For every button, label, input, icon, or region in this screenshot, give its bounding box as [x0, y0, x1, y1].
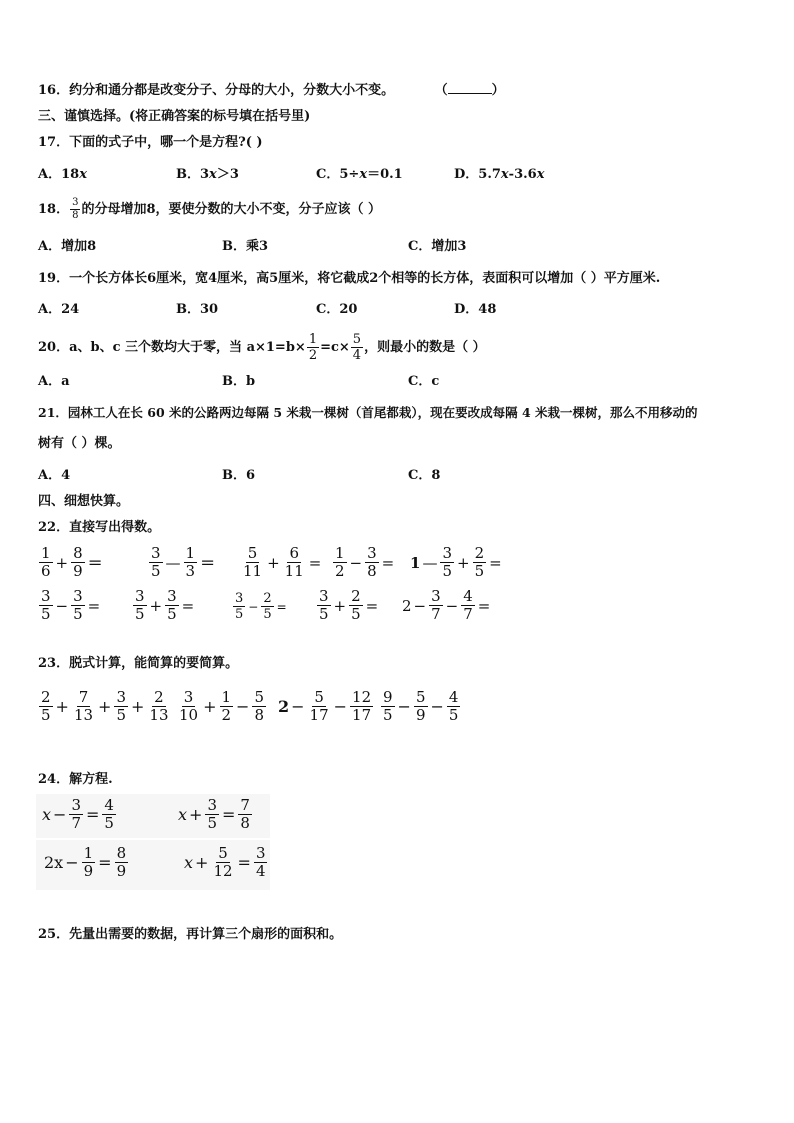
equals-sign: = — [98, 853, 112, 872]
option-var: x — [500, 167, 509, 182]
question-number: 23． — [38, 656, 70, 671]
plus-sign: + — [189, 805, 203, 824]
fraction — [381, 690, 395, 723]
question-21-line-2: 树有（ ）棵。 — [38, 436, 121, 451]
denominator: 13 — [149, 706, 169, 724]
fraction — [102, 798, 116, 831]
numerator: 1 — [83, 844, 94, 862]
option-20-c[interactable] — [408, 373, 439, 391]
option-text: 8 — [431, 468, 441, 483]
calc-22-6 — [38, 589, 102, 622]
calc-23-2 — [176, 690, 267, 723]
fraction — [220, 690, 234, 723]
question-text: 下面的式子中，哪一个是方程?( ) — [69, 135, 263, 150]
minus-sign: − — [397, 697, 411, 716]
minus-sign: − — [413, 596, 427, 615]
numerator: 4 — [448, 688, 459, 706]
option-text: ＝0.1 — [367, 167, 403, 182]
numerator: 4 — [104, 796, 114, 814]
minus-sign: − — [65, 853, 79, 872]
denominator: 4 — [352, 348, 362, 363]
denominator: 7 — [463, 605, 473, 623]
question-number: 20． — [38, 340, 70, 355]
denominator: 2 — [308, 348, 318, 363]
denominator: 5 — [104, 814, 114, 832]
option-var: x — [536, 167, 545, 182]
option-label: C． — [408, 374, 432, 389]
calc-22-5 — [410, 546, 504, 579]
equals-sign: ＝ — [87, 554, 103, 572]
option-19-d[interactable] — [454, 301, 496, 319]
denominator: 9 — [83, 862, 94, 880]
denominator: 7 — [431, 605, 441, 623]
option-text: 增加3 — [431, 239, 467, 254]
equals-sign: = — [85, 805, 100, 824]
equals-sign: = — [276, 599, 287, 614]
question-17 — [38, 134, 263, 152]
option-text: 20 — [339, 302, 358, 317]
denominator: 5 — [383, 706, 393, 724]
option-19-a[interactable] — [38, 301, 79, 319]
question-22 — [38, 519, 160, 537]
option-text: 4 — [61, 468, 71, 483]
question-20 — [38, 330, 486, 366]
fraction — [308, 690, 331, 723]
numerator: 2 — [263, 591, 272, 606]
fraction — [114, 690, 128, 723]
fraction — [39, 589, 53, 622]
fraction — [165, 589, 179, 622]
equals-sign: = — [381, 553, 395, 572]
calc-22-2 — [148, 546, 217, 579]
question-text: 一个长方体长6厘米，宽4厘米，高5厘米，将它截成2个相等的长方体，表面积可以增加（ ）平方厘米. — [69, 271, 661, 286]
numerator: 12 — [352, 688, 372, 706]
numerator: 4 — [463, 587, 473, 605]
question-21-line-1 — [38, 404, 698, 422]
fraction — [184, 546, 198, 579]
denominator: 7 — [71, 814, 81, 832]
numerator: 8 — [116, 844, 127, 862]
paren: ） — [491, 83, 505, 98]
numerator: 1 — [41, 544, 51, 562]
fraction — [70, 198, 80, 221]
denominator: 5 — [41, 706, 51, 724]
equals-sign: = — [221, 805, 236, 824]
fraction — [233, 592, 245, 621]
plus-sign: + — [203, 697, 217, 716]
denominator: 17 — [352, 706, 372, 724]
denominator: 8 — [367, 562, 377, 580]
numerator: 3 — [135, 587, 145, 605]
question-number: 22． — [38, 520, 70, 535]
numerator: 1 — [185, 544, 196, 562]
denominator: 10 — [179, 706, 199, 724]
plus-sign: + — [456, 553, 470, 572]
section-4-heading: 四、细想快算。 — [38, 494, 130, 509]
fraction — [149, 546, 163, 579]
plus-sign: + — [267, 553, 280, 572]
answer-blank[interactable] — [448, 93, 492, 94]
variable: x — [178, 805, 188, 824]
fraction — [71, 589, 85, 622]
denominator: 5 — [448, 706, 459, 724]
option-var: x — [359, 167, 368, 182]
fraction — [261, 592, 273, 621]
denominator: 11 — [243, 562, 263, 580]
denominator: 12 — [213, 862, 233, 880]
denominator: 9 — [116, 862, 127, 880]
option-text: 48 — [478, 302, 497, 317]
denominator: 2 — [221, 706, 232, 724]
fraction — [211, 846, 234, 879]
numerator: 5 — [314, 688, 324, 706]
question-text: =c× — [320, 340, 350, 355]
fraction — [307, 333, 319, 362]
numerator: 3 — [183, 688, 194, 706]
denominator: 5 — [319, 605, 329, 623]
fraction — [39, 546, 53, 579]
fraction — [254, 846, 268, 879]
fraction — [440, 546, 454, 579]
option-label: D． — [454, 302, 479, 317]
numerator: 3 — [255, 844, 266, 862]
plus-sign: + — [131, 697, 145, 716]
calc-22-9 — [316, 589, 380, 622]
equals-sign: = — [87, 596, 101, 615]
option-17-b[interactable] — [176, 166, 239, 184]
numerator: 5 — [218, 844, 228, 862]
question-number: 24． — [38, 772, 70, 787]
option-text: 30 — [200, 302, 219, 317]
minus-sign: − — [333, 697, 348, 716]
numerator: 3 — [71, 796, 81, 814]
fraction — [39, 690, 53, 723]
option-19-c[interactable] — [316, 301, 357, 319]
option-label: A． — [38, 468, 62, 483]
fraction — [72, 690, 95, 723]
numerator: 1 — [335, 544, 345, 562]
question-text: 园林工人在长 60 米的公路两边每隔 5 米栽一棵树（首尾都栽），现在要改成每隔 4 米栽一棵树，那么不用移动的 — [67, 405, 698, 420]
equals-sign: = — [237, 853, 251, 872]
calc-22-8 — [232, 592, 289, 621]
fraction — [82, 846, 96, 879]
fraction — [473, 546, 487, 579]
fraction — [69, 798, 83, 831]
option-text: 5.7 — [478, 167, 501, 182]
denominator: 5 — [135, 605, 145, 623]
numerator: 3 — [116, 688, 126, 706]
plus-sign: + — [149, 596, 163, 615]
question-number: 17． — [38, 135, 70, 150]
fraction — [429, 589, 443, 622]
option-label: B． — [222, 239, 246, 254]
numerator: 2 — [474, 544, 485, 562]
variable: 2x — [44, 853, 64, 872]
question-25 — [38, 926, 342, 944]
denominator: 5 — [474, 562, 485, 580]
equals-sign: = — [489, 553, 502, 572]
fraction — [71, 546, 85, 579]
question-number: 18． — [38, 202, 70, 217]
question-number: 21． — [38, 405, 68, 420]
equals-sign: = — [365, 596, 379, 615]
numerator: 2 — [41, 688, 51, 706]
option-21-a[interactable] — [38, 467, 70, 485]
numerator: 2 — [154, 688, 164, 706]
calc-22-3 — [240, 546, 323, 579]
equation-24-2 — [178, 798, 253, 831]
denominator: 6 — [41, 562, 51, 580]
calc-23-4 — [380, 690, 461, 723]
question-text: a、b、c 三个数均大于零，当 a×1=b× — [69, 340, 306, 355]
question-text: ，则最小的数是（ ） — [364, 340, 486, 355]
denominator: 2 — [335, 562, 345, 580]
numerator: 3 — [167, 587, 177, 605]
denominator: 5 — [207, 814, 217, 832]
numerator: 1 — [308, 332, 318, 347]
numerator: 3 — [431, 587, 441, 605]
question-19 — [38, 270, 660, 288]
plus-sign: + — [55, 553, 69, 572]
fraction — [177, 690, 200, 723]
option-18-c[interactable] — [408, 238, 466, 256]
numerator: 5 — [254, 688, 264, 706]
option-label: A． — [38, 374, 62, 389]
option-20-a[interactable] — [38, 373, 70, 391]
minus-sign: − — [53, 805, 67, 824]
denominator: 8 — [254, 706, 264, 724]
numerator: 7 — [78, 688, 89, 706]
option-var: x — [79, 167, 87, 182]
denominator: 5 — [167, 605, 177, 623]
numerator: 5 — [247, 544, 258, 562]
option-label: A． — [38, 167, 62, 182]
denominator: 4 — [255, 862, 266, 880]
equation-24-4 — [184, 846, 268, 879]
option-text: 24 — [61, 302, 80, 317]
option-text: 6 — [246, 468, 256, 483]
calc-22-10 — [402, 589, 492, 622]
numerator: 6 — [289, 544, 299, 562]
minus-sign: − — [55, 596, 69, 615]
numerator: 5 — [415, 688, 426, 706]
minus-sign: − — [349, 553, 363, 572]
denominator: 5 — [351, 605, 361, 623]
option-label: C． — [408, 239, 432, 254]
numerator: 3 — [319, 587, 329, 605]
numerator: 1 — [221, 688, 232, 706]
denominator: 3 — [185, 562, 196, 580]
minus-sign: — — [165, 553, 181, 572]
option-text: c — [431, 374, 440, 389]
question-number: 16． — [38, 83, 70, 98]
fraction — [133, 589, 147, 622]
minus-sign: − — [445, 596, 459, 615]
option-17-a[interactable] — [38, 166, 87, 184]
fraction — [317, 589, 331, 622]
numerator: 3 — [367, 544, 377, 562]
denominator: 8 — [240, 814, 250, 832]
fraction — [365, 546, 379, 579]
number: 2 — [278, 697, 290, 716]
numerator: 3 — [235, 591, 244, 606]
equals-sign: = — [308, 553, 322, 572]
option-label: A． — [38, 239, 62, 254]
calc-22-4 — [332, 546, 396, 579]
option-var: x — [209, 167, 217, 182]
option-label: B． — [222, 468, 246, 483]
option-17-d[interactable] — [454, 166, 544, 184]
denominator: 5 — [41, 605, 51, 623]
plus-sign: + — [55, 697, 69, 716]
option-text: 5÷ — [339, 167, 360, 182]
option-20-b[interactable] — [222, 373, 255, 391]
numerator: 3 — [41, 587, 51, 605]
fraction — [205, 798, 219, 831]
question-text: 先量出需要的数据，再计算三个扇形的面积和。 — [69, 927, 343, 942]
equation-24-1 — [42, 798, 117, 831]
minus-sign: — — [422, 553, 438, 572]
equals-sign: ＝ — [200, 554, 216, 572]
minus-sign: − — [248, 599, 259, 614]
question-18 — [38, 196, 381, 224]
plus-sign: + — [333, 596, 347, 615]
option-label: C． — [316, 167, 340, 182]
option-text: 增加8 — [61, 239, 97, 254]
option-label: B． — [222, 374, 246, 389]
option-text: 18 — [61, 167, 80, 182]
fraction — [283, 546, 306, 579]
numerator: 8 — [73, 544, 83, 562]
option-text: a — [61, 374, 70, 389]
option-label: B． — [176, 302, 200, 317]
calc-22-7 — [132, 589, 196, 622]
minus-sign: − — [236, 697, 250, 716]
equals-sign: = — [181, 596, 195, 615]
question-text: 解方程. — [69, 772, 113, 787]
denominator: 5 — [151, 562, 161, 580]
calc-23-3 — [278, 690, 374, 723]
calc-22-1 — [38, 546, 105, 579]
option-text: 乘3 — [246, 239, 269, 254]
section-3-heading: 三、谨慎选择。(将正确答案的标号填在括号里) — [38, 109, 311, 124]
question-23 — [38, 655, 238, 673]
variable: x — [184, 853, 194, 872]
question-text: 约分和通分都是改变分子、分母的大小，分数大小不变。 — [69, 83, 395, 98]
numerator: 3 — [72, 197, 79, 208]
option-label: C． — [316, 302, 340, 317]
question-text: 脱式计算，能简算的要简算。 — [69, 656, 239, 671]
number: 1 — [410, 553, 421, 572]
option-21-c[interactable] — [408, 467, 440, 485]
question-text: 的分母增加8，要使分数的大小不变，分子应该（ ） — [81, 202, 382, 217]
numerator: 3 — [151, 544, 161, 562]
option-18-b[interactable] — [222, 238, 268, 256]
option-text: 3 — [200, 167, 210, 182]
fraction — [414, 690, 428, 723]
fraction — [461, 589, 475, 622]
option-label: B． — [176, 167, 200, 182]
denominator: 11 — [284, 562, 304, 580]
equals-sign: = — [477, 596, 491, 615]
option-text: -3.6 — [508, 167, 537, 182]
number: 2 — [402, 596, 412, 615]
plus-sign: + — [195, 853, 209, 872]
denominator: 9 — [415, 706, 426, 724]
numerator: 9 — [383, 688, 393, 706]
question-24 — [38, 771, 113, 789]
option-text: ＞3 — [216, 167, 239, 182]
denominator: 5 — [442, 562, 452, 580]
fraction — [350, 690, 373, 723]
numerator: 7 — [240, 796, 250, 814]
fraction — [351, 333, 363, 362]
numerator: 3 — [207, 796, 217, 814]
numerator: 3 — [442, 544, 452, 562]
option-label: A． — [38, 302, 62, 317]
question-number: 25． — [38, 927, 70, 942]
numerator: 5 — [352, 332, 362, 347]
question-number: 19． — [38, 271, 70, 286]
fraction — [115, 846, 129, 879]
minus-sign: − — [430, 697, 444, 716]
fraction — [252, 690, 266, 723]
denominator: 5 — [263, 607, 272, 622]
question-text: 直接写出得数。 — [69, 520, 161, 535]
paren: （ — [434, 83, 448, 98]
denominator: 5 — [116, 706, 126, 724]
variable: x — [42, 805, 52, 824]
denominator: 8 — [72, 210, 79, 221]
option-text: b — [246, 374, 256, 389]
fraction — [333, 546, 347, 579]
numerator: 3 — [73, 587, 83, 605]
fraction — [349, 589, 363, 622]
denominator: 9 — [73, 562, 83, 580]
minus-sign: − — [291, 697, 305, 716]
fraction — [147, 690, 170, 723]
option-21-b[interactable] — [222, 467, 255, 485]
fraction — [238, 798, 252, 831]
denominator: 5 — [73, 605, 83, 623]
denominator: 5 — [235, 607, 244, 622]
plus-sign: + — [98, 697, 112, 716]
option-18-a[interactable] — [38, 238, 96, 256]
question-16 — [38, 82, 505, 100]
option-19-b[interactable] — [176, 301, 218, 319]
equation-24-3 — [44, 846, 129, 879]
denominator: 17 — [309, 706, 329, 724]
option-label: C． — [408, 468, 432, 483]
calc-23-1 — [38, 690, 172, 723]
fraction — [241, 546, 264, 579]
option-17-c[interactable] — [316, 166, 403, 184]
denominator: 13 — [73, 706, 94, 724]
numerator: 2 — [351, 587, 361, 605]
fraction — [447, 690, 461, 723]
option-label: D． — [454, 167, 479, 182]
